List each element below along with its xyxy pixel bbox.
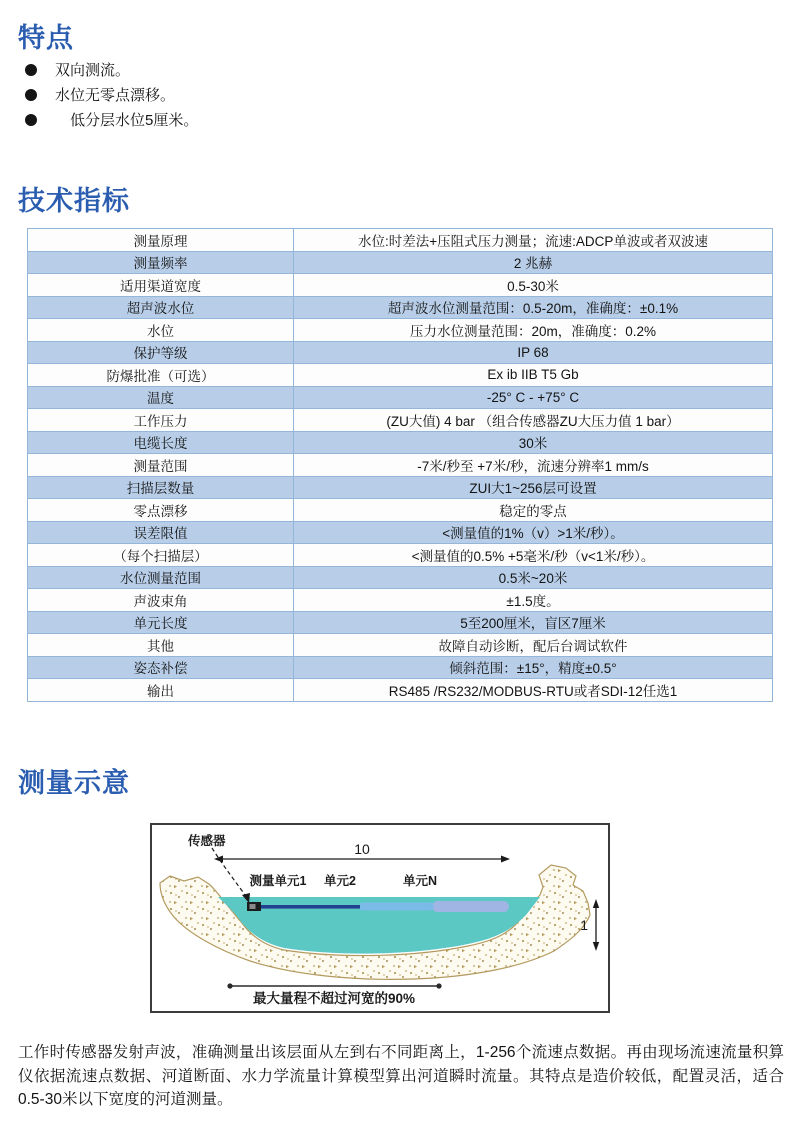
spec-row [28, 341, 773, 364]
spec-param-cell: 水位 [28, 319, 294, 342]
sensor-face [250, 904, 256, 909]
spec-row [28, 656, 773, 679]
width-dim-arrow-left [214, 856, 223, 863]
spec-row [28, 521, 773, 544]
spec-row [28, 499, 773, 522]
spec-row [28, 454, 773, 477]
feature-item [25, 57, 198, 82]
bullet-icon [25, 64, 37, 76]
spec-param-cell: 声波束角 [28, 589, 294, 612]
cell-label-2: 单元2 [324, 874, 356, 888]
specs-table [27, 228, 773, 702]
feature-item [25, 107, 198, 132]
depth-dim-arrow-bottom [593, 942, 599, 951]
bullet-icon [25, 89, 37, 101]
description-paragraph: 工作时传感器发射声波，准确测量出该层面从左到右不同距离上，1-256个流速点数据。再由现场流速流量积算仪依据流速点数据、河道断面、水力学流量计算模型算出河道瞬时流量。其特点是造价较低，配置灵活，适合0.5-30米以下宽度的河道测量。 [18, 1044, 784, 1108]
spec-row [28, 386, 773, 409]
features-heading: 特点 [18, 23, 74, 53]
feature-text: 双向测流。 [55, 62, 131, 79]
spec-row [28, 319, 773, 342]
schematic-heading: 测量示意 [18, 768, 130, 798]
spec-param-cell: （每个扫描层） [28, 544, 294, 567]
spec-param-cell: 测量范围 [28, 454, 294, 477]
spec-row [28, 679, 773, 702]
spec-row [28, 274, 773, 297]
spec-value-cell: ZUI大1~256层可设置 [294, 476, 773, 499]
spec-row [28, 544, 773, 567]
spec-param-cell: 保护等级 [28, 341, 294, 364]
spec-param-cell: 误差限值 [28, 521, 294, 544]
spec-value-cell: 0.5-30米 [294, 274, 773, 297]
spec-value-cell: -25° C - +75° C [294, 386, 773, 409]
spec-value-cell: ±1.5度。 [294, 589, 773, 612]
spec-row [28, 431, 773, 454]
beam-cell-far [432, 901, 509, 912]
spec-param-cell: 超声波水位 [28, 296, 294, 319]
spec-param-cell: 其他 [28, 634, 294, 657]
depth-dim-arrow-top [593, 899, 599, 908]
spec-value-cell: 倾斜范围：±15°，精度±0.5° [294, 656, 773, 679]
spec-param-cell: 适用渠道宽度 [28, 274, 294, 297]
spec-param-cell: 水位测量范围 [28, 566, 294, 589]
spec-param-cell: 扫描层数量 [28, 476, 294, 499]
specs-heading: 技术指标 [18, 186, 130, 216]
spec-param-cell: 姿态补偿 [28, 656, 294, 679]
spec-value-cell: -7米/秒至 +7米/秒，流速分辨率1 mm/s [294, 454, 773, 477]
spec-value-cell: 5至200厘米，盲区7厘米 [294, 611, 773, 634]
width-dim-value: 10 [354, 841, 370, 857]
river-cross-section-figure [152, 825, 608, 1011]
feature-item [25, 82, 198, 107]
spec-value-cell: RS485 /RS232/MODBUS-RTU或者SDI-12任选1 [294, 679, 773, 702]
range-note: 最大量程不超过河宽的90% [252, 991, 416, 1006]
spec-param-cell: 测量原理 [28, 229, 294, 252]
feature-text: 水位无零点漂移。 [55, 87, 176, 104]
spec-param-cell: 单元长度 [28, 611, 294, 634]
feature-text: 低分层水位5厘米。 [70, 112, 199, 129]
spec-value-cell: (ZU大值) 4 bar （组合传感器ZU大压力值 1 bar） [294, 409, 773, 432]
spec-row [28, 409, 773, 432]
range-line-dot-left [227, 983, 232, 988]
spec-value-cell: IP 68 [294, 341, 773, 364]
spec-param-cell: 输出 [28, 679, 294, 702]
spec-row [28, 364, 773, 387]
specs-table-body [28, 229, 773, 702]
spec-row [28, 476, 773, 499]
spec-value-cell: 0.5米~20米 [294, 566, 773, 589]
spec-value-cell: 30米 [294, 431, 773, 454]
spec-row [28, 566, 773, 589]
measurement-diagram [150, 823, 610, 1013]
beam-line [260, 905, 360, 909]
spec-value-cell: <测量值的0.5% +5毫米/秒（v<1米/秒）。 [294, 544, 773, 567]
range-line-dot-right [436, 983, 441, 988]
spec-param-cell: 温度 [28, 386, 294, 409]
bullet-icon [25, 114, 37, 126]
spec-value-cell: 2 兆赫 [294, 251, 773, 274]
spec-value-cell: Ex ib IIB T5 Gb [294, 364, 773, 387]
spec-row [28, 296, 773, 319]
spec-row [28, 611, 773, 634]
spec-value-cell: 故障自动诊断，配后台调试软件 [294, 634, 773, 657]
beam-cell-mid [359, 903, 434, 911]
spec-param-cell: 零点漂移 [28, 499, 294, 522]
depth-dim-value: 1 [580, 917, 588, 933]
spec-value-cell: 水位:时差法+压阻式压力测量；流速:ADCP单波或者双波速 [294, 229, 773, 252]
spec-param-cell: 防爆批准（可选） [28, 364, 294, 387]
spec-value-cell: <测量值的1%（v）>1米/秒）。 [294, 521, 773, 544]
spec-row [28, 251, 773, 274]
spec-row [28, 589, 773, 612]
spec-value-cell: 压力水位测量范围：20m，准确度：0.2% [294, 319, 773, 342]
cell-label-1: 测量单元1 [249, 874, 307, 888]
spec-param-cell: 工作压力 [28, 409, 294, 432]
spec-row [28, 634, 773, 657]
spec-param-cell: 电缆长度 [28, 431, 294, 454]
sensor-label: 传感器 [188, 834, 226, 848]
cell-label-n: 单元N [402, 874, 438, 888]
width-dim-arrow-right [501, 856, 510, 863]
spec-param-cell: 测量频率 [28, 251, 294, 274]
spec-row [28, 229, 773, 252]
sensor-leader-line [212, 848, 248, 899]
spec-value-cell: 超声波水位测量范围：0.5-20m，准确度：±0.1% [294, 296, 773, 319]
spec-value-cell: 稳定的零点 [294, 499, 773, 522]
features-list [25, 57, 198, 132]
